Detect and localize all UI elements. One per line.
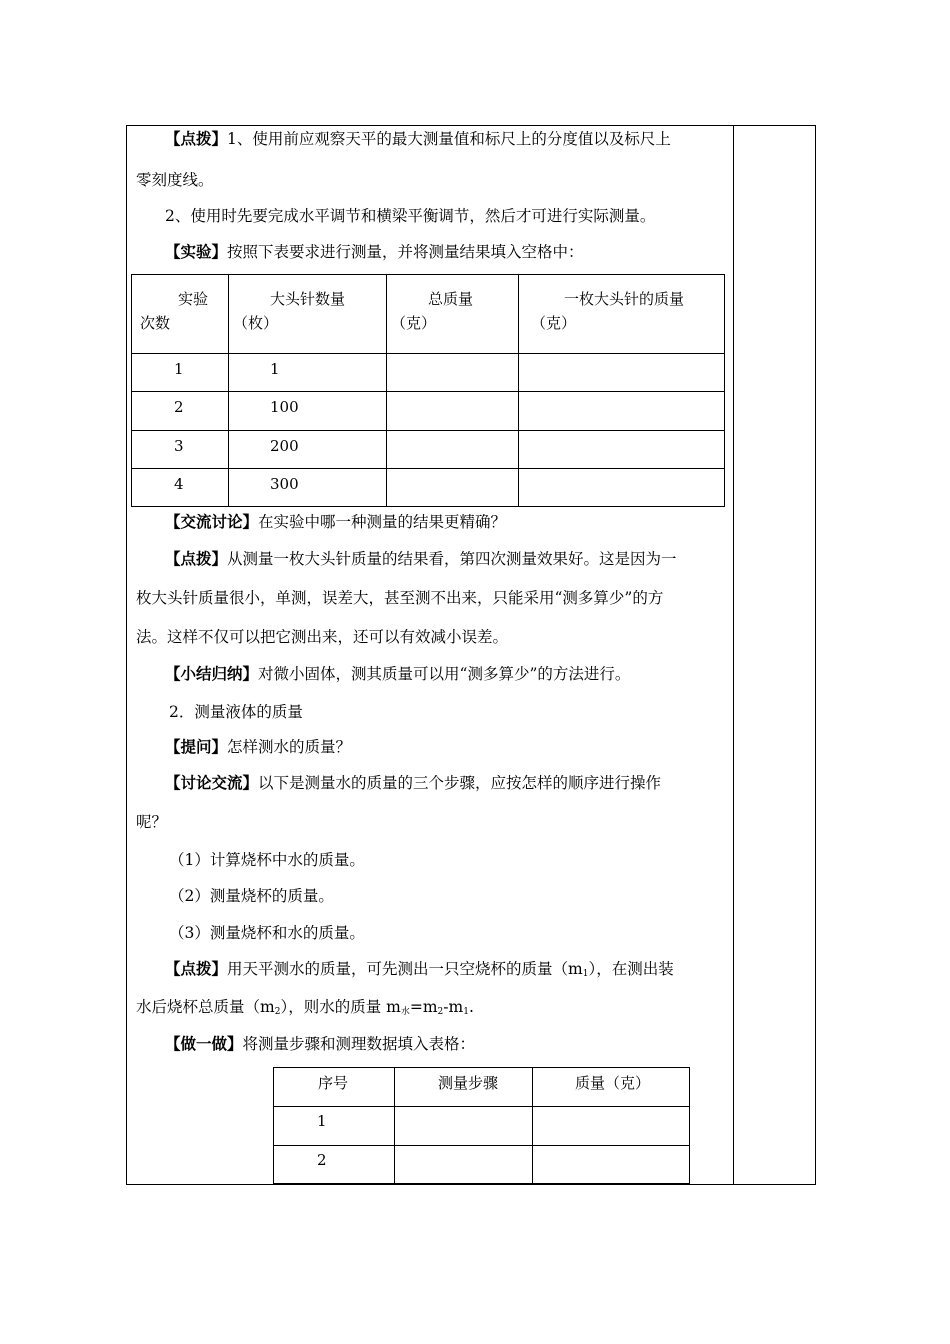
subscript: 1 <box>582 969 589 979</box>
paragraph-text: -m <box>443 998 464 1016</box>
table-cell <box>519 354 725 392</box>
header-line: （克） <box>531 314 577 332</box>
tag-label: 【小结归纳】 <box>165 664 259 683</box>
paragraph-text: 从测量一枚大头针质量的结果看，第四次测量效果好。这是因为一 <box>227 550 677 568</box>
section-heading: 2．测量液体的质量 <box>169 703 303 721</box>
experiment-table <box>131 274 725 507</box>
table-cell <box>132 468 229 506</box>
paragraph-tip-3-cont: 枚大头针质量很小，单测，误差大，甚至测不出来，只能采用“测多算少”的方 <box>136 589 664 607</box>
tag-label: 【实验】 <box>165 242 228 261</box>
cell-text: 4 <box>174 474 184 493</box>
paragraph-summary <box>165 664 630 684</box>
paragraph-text: 以下是测量水的质量的三个步骤，应按怎样的顺序进行操作 <box>258 774 662 792</box>
subscript: 2 <box>437 1007 444 1017</box>
tag-label: 【做一做】 <box>165 1034 243 1053</box>
header-cell <box>395 1068 533 1107</box>
paragraph-question <box>165 737 351 757</box>
table-cell <box>387 354 519 392</box>
tag-label: 【交流讨论】 <box>165 512 259 531</box>
paragraph-text: 在实验中哪一种测量的结果更精确？ <box>258 513 507 531</box>
header-line: 总质量 <box>428 290 474 308</box>
table-cell <box>132 392 229 430</box>
table-header-row <box>132 275 725 354</box>
paragraph-tip-1-cont: 零刻度线。 <box>136 171 214 189</box>
header-text: 序号 <box>318 1074 349 1092</box>
paragraph-text: 对微小固体，测其质量可以用“测多算少”的方法进行。 <box>258 665 631 683</box>
paragraph-text: ），则水的质量 m <box>280 998 401 1016</box>
cell-text: 2 <box>317 1151 327 1169</box>
paragraph-text: =m <box>409 998 438 1016</box>
table-cell <box>533 1146 690 1184</box>
table-cell <box>519 392 725 430</box>
paragraph-text: . <box>468 998 474 1016</box>
paragraph-do-it <box>165 1034 475 1054</box>
paragraph-tip-2: 2、使用时先要完成水平调节和横梁平衡调节，然后才可进行实际测量。 <box>165 207 656 225</box>
cell-text: 3 <box>174 436 184 455</box>
header-text: 质量（克） <box>575 1074 651 1092</box>
table-row <box>132 468 725 506</box>
table-cell <box>395 1107 533 1146</box>
paragraph-text: 1、使用前应观察天平的最大测量值和标尺上的分度值以及标尺上 <box>227 130 671 148</box>
tag-label: 【点拨】 <box>165 549 228 568</box>
table-cell <box>274 1107 395 1146</box>
table-cell <box>229 468 387 506</box>
table-cell <box>519 468 725 506</box>
header-cell <box>132 275 229 354</box>
table-row <box>132 392 725 430</box>
paragraph-experiment <box>165 242 584 262</box>
header-line: （枚） <box>233 314 279 332</box>
header-cell <box>387 275 519 354</box>
table-row <box>274 1107 690 1146</box>
table-cell <box>229 430 387 468</box>
table-cell <box>229 392 387 430</box>
cell-text: 1 <box>174 360 184 378</box>
paragraph-text: 用天平测水的质量，可先测出一只空烧杯的质量（m <box>227 960 583 978</box>
paragraph-text: 水后烧杯总质量（m <box>136 998 275 1016</box>
table-cell <box>387 430 519 468</box>
header-cell <box>519 275 725 354</box>
cell-text: 1 <box>317 1112 327 1130</box>
step-item: （1）计算烧杯中水的质量。 <box>169 851 365 869</box>
paragraph-discussion-2-cont: 呢？ <box>136 813 168 831</box>
header-line: 次数 <box>140 314 171 332</box>
table-cell <box>132 430 229 468</box>
header-line: 大头针数量 <box>270 290 346 308</box>
cell-text: 300 <box>270 474 299 493</box>
paragraph-tip-3 <box>165 549 677 569</box>
table-cell <box>387 468 519 506</box>
table-row <box>132 354 725 392</box>
tag-label: 【点拨】 <box>165 959 228 978</box>
paragraph-text: ），在测出装 <box>588 960 674 978</box>
header-line: 一枚大头针的质量 <box>564 290 685 308</box>
subscript: 1 <box>463 1007 469 1017</box>
paragraph-text: 将测量步骤和测理数据填入表格： <box>242 1035 476 1053</box>
header-cell <box>274 1068 395 1107</box>
cell-text: 2 <box>174 398 184 417</box>
subscript: 2 <box>274 1007 281 1017</box>
paragraph-tip-1 <box>165 129 671 149</box>
header-text: 测量步骤 <box>438 1074 499 1092</box>
table-cell <box>274 1146 395 1184</box>
tag-label: 【点拨】 <box>165 129 228 148</box>
table-cell <box>229 354 387 392</box>
column-divider <box>733 125 734 1185</box>
table-cell <box>395 1146 533 1184</box>
paragraph-text: 怎样测水的质量？ <box>227 738 352 756</box>
cell-text: 100 <box>270 398 299 417</box>
step-item: （2）测量烧杯的质量。 <box>169 887 334 905</box>
header-line: （克） <box>391 314 437 332</box>
header-cell <box>533 1068 690 1107</box>
measurement-table <box>273 1067 690 1184</box>
cell-text: 200 <box>270 436 299 455</box>
table-cell <box>519 430 725 468</box>
paragraph-discussion <box>165 512 506 532</box>
paragraph-tip-3-cont2: 法。这样不仅可以把它测出来，还可以有效减小误差。 <box>136 628 509 646</box>
header-cell <box>229 275 387 354</box>
table-cell <box>533 1107 690 1146</box>
paragraph-discussion-2 <box>165 773 661 793</box>
table-header-row <box>274 1068 690 1107</box>
paragraph-tip-4-cont <box>136 997 474 1022</box>
step-item: （3）测量烧杯和水的质量。 <box>169 924 365 942</box>
tag-label: 【提问】 <box>165 737 228 756</box>
subscript: 水 <box>400 1007 410 1017</box>
tag-label: 【讨论交流】 <box>165 773 259 792</box>
table-cell <box>387 392 519 430</box>
cell-text: 1 <box>270 360 280 378</box>
header-line: 实验 <box>178 290 209 308</box>
paragraph-tip-4 <box>165 959 674 984</box>
table-row <box>132 430 725 468</box>
table-row <box>274 1146 690 1184</box>
paragraph-text: 按照下表要求进行测量，并将测量结果填入空格中： <box>227 243 584 261</box>
table-cell <box>132 354 229 392</box>
